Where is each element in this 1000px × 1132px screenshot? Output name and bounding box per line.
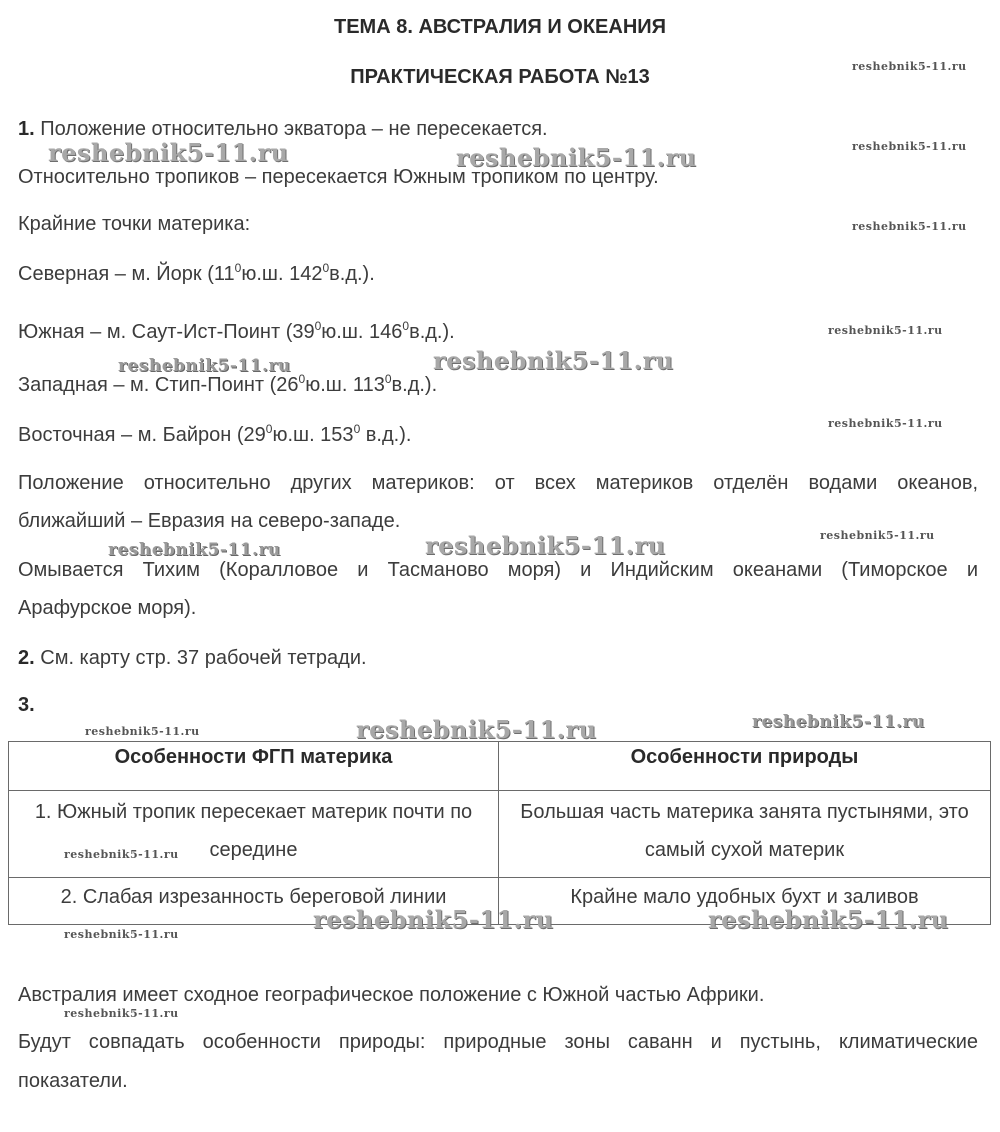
watermark: reshebnik5-11.ru <box>828 417 943 430</box>
watermark: reshebnik5-11.ru <box>425 531 666 560</box>
table-header-nature: Особенности природы <box>499 742 991 791</box>
work-heading: ПРАКТИЧЕСКАЯ РАБОТА №13 <box>350 66 650 88</box>
task1-number: 1. <box>18 118 35 140</box>
watermark: reshebnik5-11.ru <box>828 324 943 337</box>
watermark: reshebnik5-11.ru <box>85 725 200 738</box>
north-point: Северная – м. Йорк ($11^0ю.ш$. $142^0в.д$.). <box>18 261 375 285</box>
task3 <box>18 693 35 717</box>
topic-heading: ТЕМА 8. АВСТРАЛИЯ И ОКЕАНИЯ <box>333 16 667 38</box>
other-continents-line2: ближайший – Евразия на северо-западе. <box>18 510 401 532</box>
east-point: Восточная – м. Байрон ($29^0ю.ш$. $153^0$ в.д.). <box>18 422 412 446</box>
watermark: reshebnik5-11.ru <box>708 905 949 934</box>
watermark: reshebnik5-11.ru <box>118 356 291 376</box>
task2-number: 2. <box>18 647 35 669</box>
watermark: reshebnik5-11.ru <box>433 346 674 375</box>
table-cell: Большая часть материка занята пустынями, это самый сухой материк <box>499 791 991 878</box>
oceans-line2: Арафурское моря). <box>18 597 197 619</box>
watermark: reshebnik5-11.ru <box>313 905 554 934</box>
task2 <box>18 646 367 670</box>
watermark: reshebnik5-11.ru <box>852 60 967 73</box>
watermark: reshebnik5-11.ru <box>852 140 967 153</box>
table-cell: 2. Слабая изрезанность береговой линии <box>9 878 499 925</box>
watermark: reshebnik5-11.ru <box>48 138 289 167</box>
south-point: Южная – м. Саут-Ист-Поинт ($39^0ю.ш$. $146^0в.д$.). <box>18 319 455 343</box>
watermark: reshebnik5-11.ru <box>64 848 179 861</box>
equator-text: Положение относительно экватора – не пересекается. <box>40 118 548 140</box>
other-continents-line1: Положение относительно других материков: от всех материков отделён водами океанов, <box>18 472 978 494</box>
conclusion-line1: Австралия имеет сходное географическое положение с Южной частью Африки. <box>18 984 765 1006</box>
table-header-fgp: Особенности ФГП материка <box>9 742 499 791</box>
comparison-table <box>8 741 991 925</box>
watermark: reshebnik5-11.ru <box>356 715 597 744</box>
watermark: reshebnik5-11.ru <box>820 529 935 542</box>
watermark: reshebnik5-11.ru <box>64 928 179 941</box>
conclusion-line3: показатели. <box>18 1070 128 1092</box>
conclusion-line2: Будут совпадать особенности природы: природные зоны саванн и пустынь, климатические <box>18 1031 978 1053</box>
extreme-points-title: Крайние точки материка: <box>18 213 251 235</box>
watermark: reshebnik5-11.ru <box>64 1007 179 1020</box>
tropics-text: Относительно тропиков – пересекается Южным тропиком по центру. <box>18 166 659 188</box>
watermark: reshebnik5-11.ru <box>456 143 697 172</box>
task3-number: 3. <box>18 694 35 716</box>
watermark: reshebnik5-11.ru <box>752 712 925 732</box>
table-row <box>9 791 991 878</box>
watermark: reshebnik5-11.ru <box>108 540 281 560</box>
table-cell: 1. Южный тропик пересекает материк почти по середине <box>9 791 499 878</box>
west-point: Западная – м. Стип-Поинт ($26^0ю.ш$. $113^0в.д$.). <box>18 372 438 396</box>
oceans-line1: Омывается Тихим (Коралловое и Тасманово моря) и Индийским океанами (Тиморское и <box>18 559 978 581</box>
table-cell: Крайне мало удобных бухт и заливов <box>499 878 991 925</box>
watermark: reshebnik5-11.ru <box>852 220 967 233</box>
task2-text: См. карту стр. 37 рабочей тетради. <box>40 647 367 669</box>
